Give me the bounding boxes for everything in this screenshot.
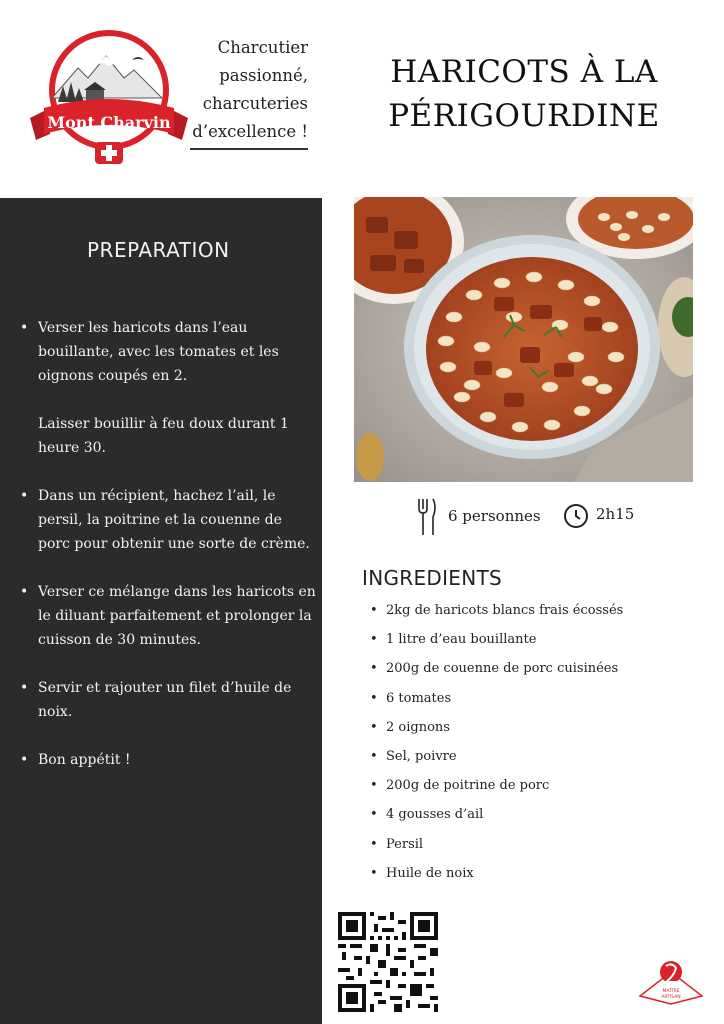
ingredient-item: • 1 litre d’eau bouillante — [368, 630, 623, 659]
tagline-line: d’excellence ! — [192, 122, 308, 141]
recipe-title — [360, 50, 688, 138]
ingredient-item: • Huile de noix — [368, 864, 623, 893]
ingredient-item: • 4 gousses d’ail — [368, 805, 623, 834]
ingredient-item: • 200g de poitrine de porc — [368, 776, 623, 805]
preparation-step-extra: Laisser bouillir à feu doux durant 1 heure 30. — [38, 416, 289, 456]
ingredients-heading: INGREDIENTS — [362, 566, 502, 590]
preparation-step-text: Verser ce mélange dans les haricots en le diluant parfaitement et prolonger la cuisson de 30 minutes. — [38, 584, 316, 648]
preparation-steps — [18, 316, 318, 796]
servings-value: 6 personnes — [448, 507, 541, 525]
tagline-divider — [190, 148, 308, 150]
recipe-title-line-1: HARICOTS À LA — [390, 54, 658, 90]
badge-line-2: ARTISAN — [661, 995, 681, 1000]
preparation-step-text: Bon appétit ! — [38, 752, 131, 768]
fork-knife-icon — [416, 497, 438, 537]
tagline-line: charcuteries — [202, 94, 308, 113]
preparation-step — [18, 748, 318, 772]
preparation-heading: PREPARATION — [87, 238, 230, 262]
ingredients-list — [368, 601, 623, 893]
maitre-artisan-badge-icon — [638, 958, 704, 1006]
preparation-step-text: Servir et rajouter un filet d’huile de noix. — [38, 680, 292, 720]
badge-line-1: MAÎTRE — [662, 989, 680, 994]
ingredient-item: • Sel, poivre — [368, 747, 623, 776]
brand-name: Mont Charvin — [47, 113, 171, 132]
tagline-line: Charcutier — [217, 38, 308, 57]
mont-charvin-logo — [28, 30, 190, 165]
recipe-meta — [416, 497, 716, 537]
preparation-step — [18, 676, 318, 724]
preparation-step — [18, 316, 318, 460]
qr-code[interactable] — [338, 912, 438, 1012]
tagline — [188, 34, 308, 146]
ingredient-item: • 2kg de haricots blancs frais écossés — [368, 601, 623, 630]
clock-icon — [563, 503, 589, 529]
ingredient-item: • 200g de couenne de porc cuisinées — [368, 659, 623, 688]
preparation-step-text: Verser les haricots dans l’eau bouillante, avec les tomates et les oignons coupés en 2. — [38, 320, 279, 384]
ingredient-item: • 6 tomates — [368, 689, 623, 718]
tagline-line: passionné, — [219, 66, 308, 85]
time-value: 2h15 — [596, 505, 635, 523]
preparation-step-text: Dans un récipient, hachez l’ail, le persil, la poitrine et la couenne de porc pour obtenir une sorte de crème. — [38, 488, 310, 552]
preparation-step — [18, 484, 318, 556]
recipe-title-line-2: PÉRIGOURDINE — [388, 98, 660, 134]
ingredient-item: • Persil — [368, 835, 623, 864]
preparation-step — [18, 580, 318, 652]
ingredient-item: • 2 oignons — [368, 718, 623, 747]
dish-photo — [354, 197, 693, 482]
